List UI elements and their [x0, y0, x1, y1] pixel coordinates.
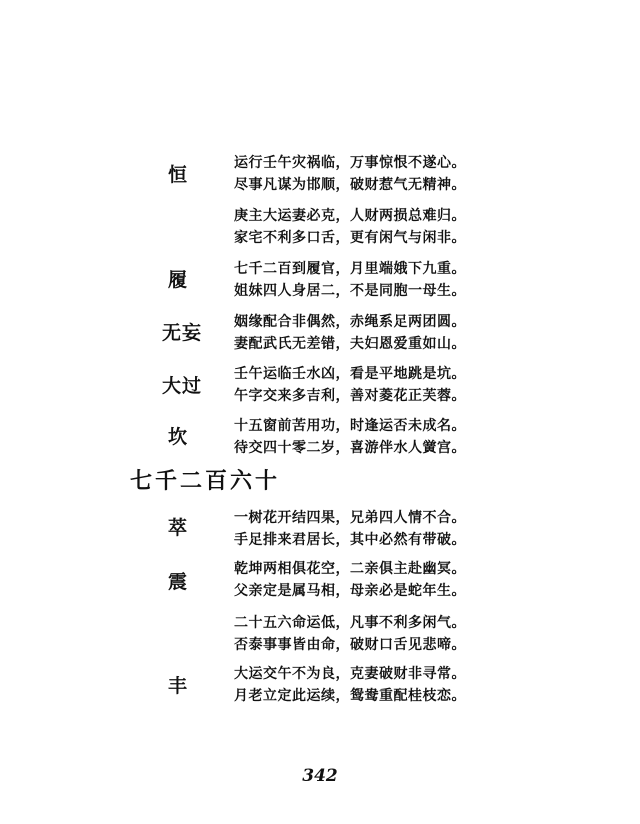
verse-lv	[234, 258, 466, 302]
verse-kan	[234, 415, 466, 459]
verse-zhen	[234, 558, 466, 602]
hexagram-name-feng: 丰	[168, 675, 189, 697]
hexagram-name-daguo: 大过	[162, 375, 203, 397]
verse-feng	[234, 663, 466, 707]
verse-line: 壬午运临壬水凶，看是平地跳是坑。	[234, 366, 466, 382]
hexagram-name-heng: 恒	[168, 164, 189, 186]
verse-line: 二十五六命运低，凡事不利多闲气。	[234, 615, 466, 631]
verse-line: 乾坤两相俱花空，二亲俱主赴幽冥。	[234, 561, 466, 577]
hexagram-name-cui: 萃	[168, 517, 189, 539]
verse-line: 姻缘配合非偶然，赤绳系足两团圆。	[234, 314, 466, 330]
verse-line: 手足排来君居长，其中必然有带破。	[234, 532, 466, 548]
section-heading: 七千二百六十	[130, 468, 281, 494]
verse-heng	[234, 152, 466, 196]
verse-cui	[234, 507, 466, 551]
hexagram-name-kan: 坎	[168, 426, 189, 448]
verse-line: 父亲定是属马相，母亲必是蛇年生。	[234, 583, 466, 599]
verse-line: 家宅不利多口舌，更有闲气与闲非。	[234, 230, 466, 246]
verse-line: 待交四十零二岁，喜游伴水人黉宫。	[234, 440, 466, 456]
verse-line: 十五窗前苦用功，时逢运否未成名。	[234, 418, 466, 434]
verse-line: 尽事凡谋为邯顺，破财惹气无精神。	[234, 177, 466, 193]
verse-wuwang	[234, 311, 466, 355]
verse-line: 庚主大运妻必克，人财两损总难归。	[234, 208, 466, 224]
verse-line: 否泰事事皆由命，破财口舌见悲啼。	[234, 637, 466, 653]
verse-line: 妻配武氏无差错，夫妇恩爱重如山。	[234, 336, 466, 352]
verse-line: 运行壬午灾祸临，万事惊恨不遂心。	[234, 155, 466, 171]
hexagram-name-wuwang: 无妄	[162, 322, 203, 344]
hexagram-name-zhen: 震	[168, 571, 189, 593]
verse-unnamed-1	[234, 205, 466, 249]
verse-daguo	[234, 363, 466, 407]
verse-line: 大运交午不为良，克妻破财非寻常。	[234, 666, 466, 682]
verse-line: 午字交来多吉利，善对菱花正芙蓉。	[234, 388, 466, 404]
hexagram-name-lv: 履	[168, 269, 189, 291]
verse-line: 一树花开结四果，兄弟四人情不合。	[234, 510, 466, 526]
verse-line: 七千二百到履官，月里端娥下九重。	[234, 261, 466, 277]
verse-line: 月老立定此运续，鸳鸯重配桂枝恋。	[234, 688, 466, 704]
verse-line: 姐妹四人身居二，不是同胞一母生。	[234, 283, 466, 299]
page-number: 342	[302, 766, 338, 786]
verse-unnamed-2	[234, 612, 466, 656]
